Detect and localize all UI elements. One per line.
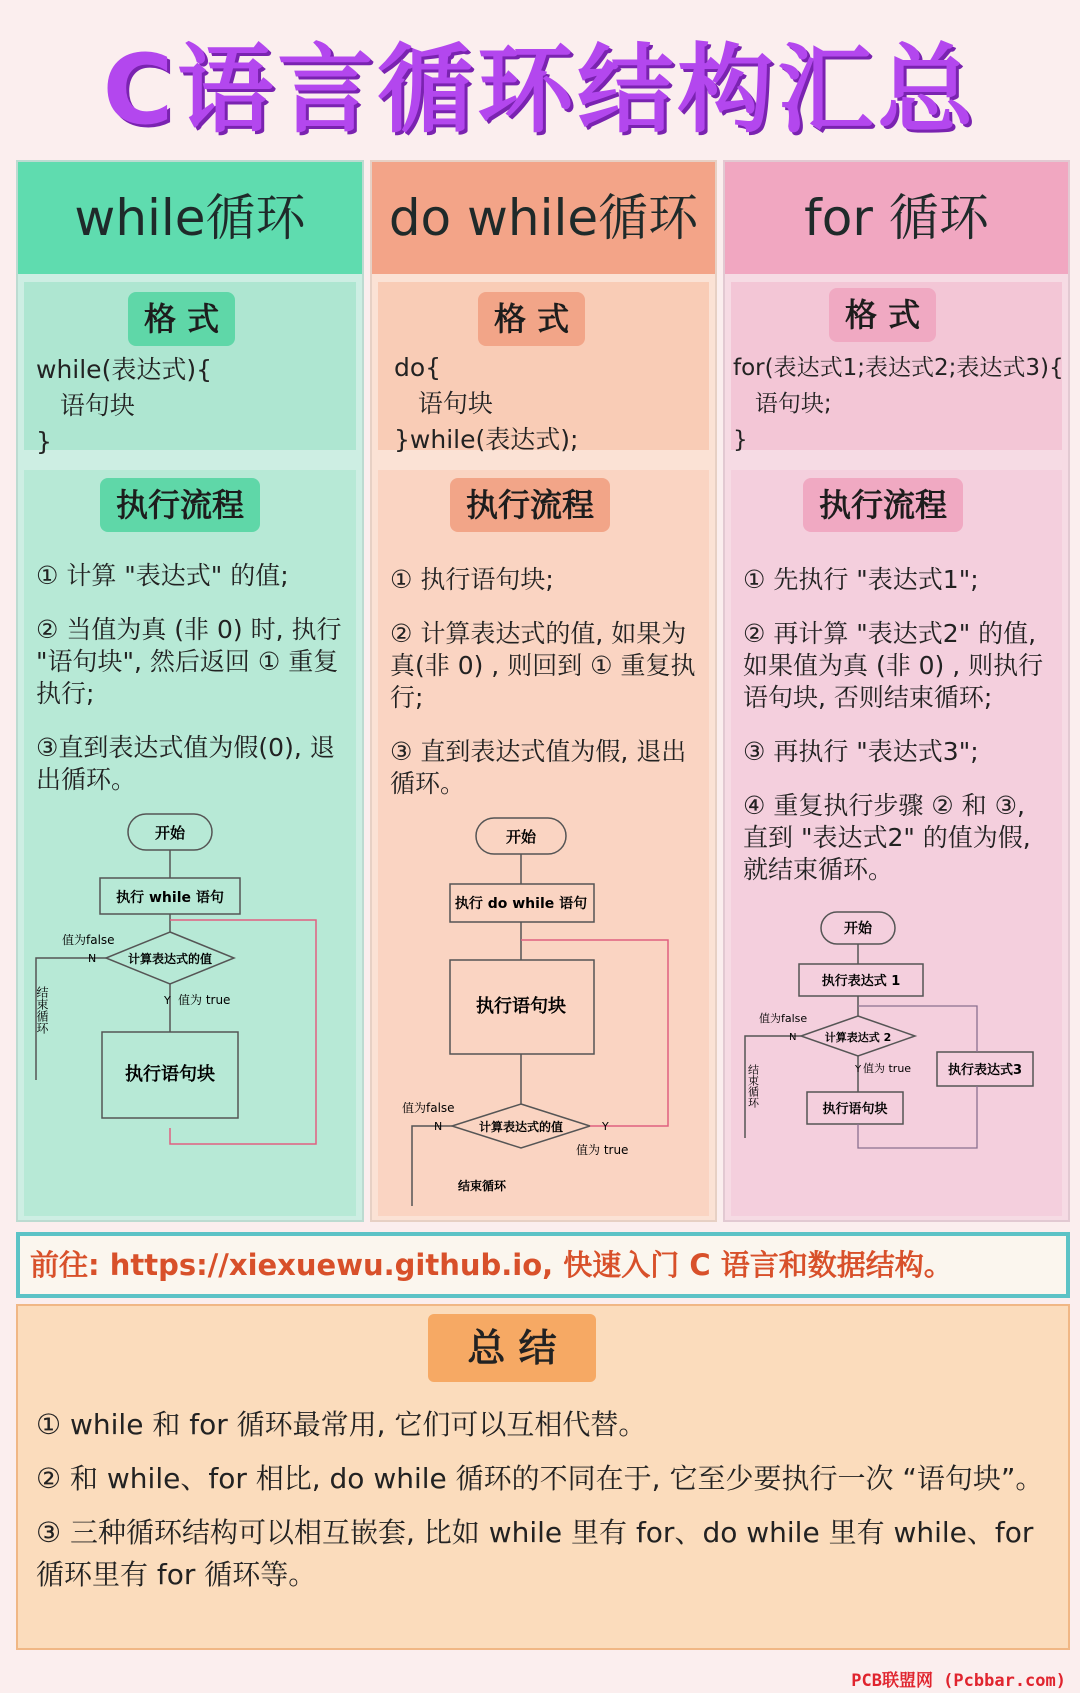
dowhile-flowchart bbox=[378, 814, 712, 1214]
tutorial-link[interactable]: 前往: https://xiexuewu.github.io, 快速入门 C 语言和数据结构。 bbox=[16, 1232, 1070, 1298]
dowhile-end-text: 结束循环 bbox=[458, 1179, 507, 1193]
summary-item-3: ③ 三种循环结构可以相互嵌套, 比如 while 里有 for、do while 里有 while、for 循环里有 for 循环等。 bbox=[36, 1516, 1034, 1591]
for-step-3: ③ 再执行 "表达式3"; bbox=[743, 737, 979, 766]
while-column bbox=[16, 160, 364, 1222]
while-step-2: ② 当值为真 (非 0) 时, 执行 "语句块", 然后返回 ① 重复执行; bbox=[36, 615, 342, 708]
dowhile-start-text: 开始 bbox=[505, 828, 537, 846]
dowhile-cond-text: 计算表达式的值 bbox=[478, 1120, 564, 1134]
for-flowchart bbox=[731, 908, 1065, 1208]
dowhile-format-tag: 格 式 bbox=[478, 292, 585, 346]
while-flow-panel bbox=[24, 470, 356, 1216]
for-end-text: 结束循环 bbox=[746, 1064, 760, 1108]
while-format-tag: 格 式 bbox=[128, 292, 235, 346]
while-steps bbox=[36, 560, 344, 818]
for-steps bbox=[743, 564, 1050, 908]
while-end-text: 结束循环 bbox=[35, 986, 49, 1034]
while-true-label: 值为 true bbox=[178, 993, 231, 1007]
while-step-3: ③直到表达式值为假(0), 退出循环。 bbox=[36, 733, 335, 794]
for-cond-text: 计算表达式 2 bbox=[824, 1031, 892, 1044]
dowhile-steps bbox=[390, 564, 697, 822]
for-block-text: 执行语句块 bbox=[822, 1102, 888, 1117]
for-true-label: 值为 true bbox=[863, 1062, 912, 1075]
dowhile-y-label: Y bbox=[602, 1120, 609, 1133]
dowhile-step-3: ③ 直到表达式值为假, 退出循环。 bbox=[390, 737, 687, 798]
dowhile-exec-text: 执行 do while 语句 bbox=[454, 896, 588, 912]
dowhile-block-text: 执行语句块 bbox=[476, 996, 566, 1017]
while-y-label: Y bbox=[164, 994, 171, 1007]
for-column bbox=[723, 160, 1070, 1222]
while-exec-text: 执行 while 语句 bbox=[116, 890, 224, 906]
dowhile-true-label: 值为 true bbox=[576, 1143, 629, 1157]
dowhile-false-label: 值为false bbox=[402, 1101, 455, 1115]
for-false-label: 值为false bbox=[759, 1012, 808, 1025]
while-start-text: 开始 bbox=[154, 824, 186, 842]
for-format-panel bbox=[731, 282, 1064, 453]
for-step-1: ① 先执行 "表达式1"; bbox=[743, 565, 979, 594]
dowhile-column bbox=[370, 160, 717, 1222]
summary-item-2: ② 和 while、for 相比, do while 循环的不同在于, 它至少要执行一次 “语句块”。 bbox=[36, 1462, 1044, 1495]
for-exec1-text: 执行表达式 1 bbox=[821, 974, 901, 989]
while-cond-text: 计算表达式的值 bbox=[127, 952, 213, 966]
dowhile-flow-panel bbox=[378, 470, 709, 1216]
for-step-2: ② 再计算 "表达式2" 的值, 如果值为真 (非 0) , 则执行语句块, 否则结束循环; bbox=[743, 619, 1044, 712]
for-code: for(表达式1;表达式2;表达式3){ 语句块; } bbox=[733, 355, 1064, 453]
dowhile-n-label: N bbox=[434, 1120, 443, 1133]
summary-list bbox=[36, 1404, 1046, 1608]
while-step-1: ① 计算 "表达式" 的值; bbox=[36, 561, 289, 590]
dowhile-code: do{ 语句块 }while(表达式); bbox=[394, 353, 579, 454]
for-exec3-text: 执行表达式3 bbox=[947, 1063, 1023, 1078]
for-step-4: ④ 重复执行步骤 ② 和 ③, 直到 "表达式2" 的值为假, 就结束循环。 bbox=[743, 791, 1031, 884]
while-code: while(表达式){ 语句块 } bbox=[36, 355, 212, 456]
dowhile-format-panel bbox=[378, 282, 709, 454]
for-heading: for 循环 bbox=[725, 162, 1068, 274]
summary-item-1: ① while 和 for 循环最常用, 它们可以互相代替。 bbox=[36, 1408, 647, 1441]
for-flow-panel bbox=[731, 470, 1062, 1216]
dowhile-step-2: ② 计算表达式的值, 如果为真(非 0) , 则回到 ① 重复执行; bbox=[390, 619, 696, 712]
while-flowchart bbox=[24, 810, 358, 1220]
while-n-label: N bbox=[88, 952, 97, 965]
page-title: C语言循环结构汇总 bbox=[102, 34, 978, 146]
for-flow-tag: 执行流程 bbox=[803, 478, 963, 532]
while-block-text: 执行语句块 bbox=[125, 1064, 215, 1085]
while-false-label: 值为false bbox=[62, 933, 115, 947]
while-format-panel bbox=[24, 282, 356, 456]
while-heading: while循环 bbox=[18, 162, 362, 274]
summary-panel bbox=[16, 1304, 1070, 1650]
for-y-label: Y bbox=[855, 1064, 862, 1075]
for-format-tag: 格 式 bbox=[829, 288, 936, 342]
for-n-label: N bbox=[789, 1032, 797, 1043]
for-start-text: 开始 bbox=[844, 921, 872, 937]
dowhile-flow-tag: 执行流程 bbox=[450, 478, 610, 532]
while-flow-tag: 执行流程 bbox=[100, 478, 260, 532]
dowhile-step-1: ① 执行语句块; bbox=[390, 565, 554, 594]
dowhile-heading: do while循环 bbox=[372, 162, 715, 274]
summary-tag: 总 结 bbox=[428, 1314, 596, 1382]
footer-watermark: PCB联盟网 (Pcbbar.com) bbox=[851, 1671, 1066, 1691]
